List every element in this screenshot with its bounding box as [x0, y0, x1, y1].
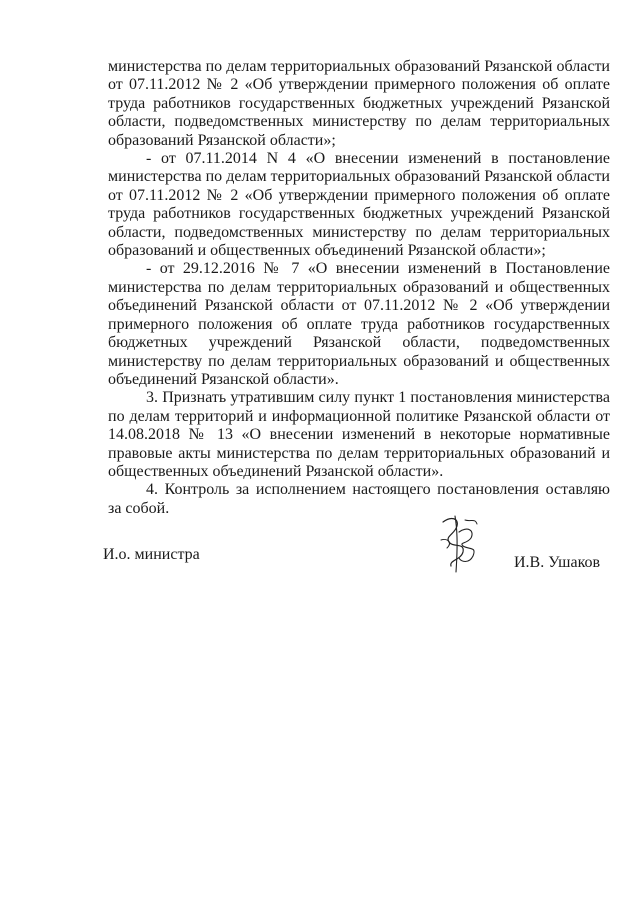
handwritten-signature — [437, 512, 483, 574]
signatory-title: И.о. министра — [103, 546, 200, 563]
paragraph-item-3: 3. Признать утратившим силу пункт 1 постановления министерства по делам территорий и информационной политике Рязанской области от 14.08.2018 № 13 «О внесении изменений в некоторые нормативные правовые акты министерства по делам территориальных образований и общественных объединений Рязанской области». — [108, 389, 610, 480]
paragraph-continuation: министерства по делам территориальных образований Рязанской области от 07.11.2012 № 2 «Об утверждении примерного положения об оплате труда работников государственных бюджетных учреждений Рязанской области, подведомственных министерству по делам территориальных образований Рязанской области»; — [108, 58, 610, 149]
document-body — [108, 58, 610, 518]
paragraph-list-item-2014: - от 07.11.2014 N 4 «О внесении изменений в постановление министерства по делам территориальных образований Рязанской области от 07.11.2012 № 2 «Об утверждении примерного положения об оплате труда работников государственных бюджетных учреждений Рязанской области, подведомственных министерству по делам территориальных образований и общественных объединений Рязанской области»; — [108, 150, 610, 260]
paragraph-list-item-2016: - от 29.12.2016 № 7 «О внесении изменений в Постановление министерства по делам территориальных образований и общественных объединений Рязанской области от 07.11.2012 № 2 «Об утверждении примерного положения об оплате труда работников государственных бюджетных учреждений Рязанской области, подведомственных министерству по делам территориальных образований и общественных объединений Рязанской области». — [108, 260, 610, 388]
paragraph-item-4: 4. Контроль за исполнением настоящего постановления оставляю за собой. — [108, 481, 610, 517]
signature-block — [0, 540, 640, 590]
signatory-name: И.В. Ушаков — [514, 554, 601, 571]
